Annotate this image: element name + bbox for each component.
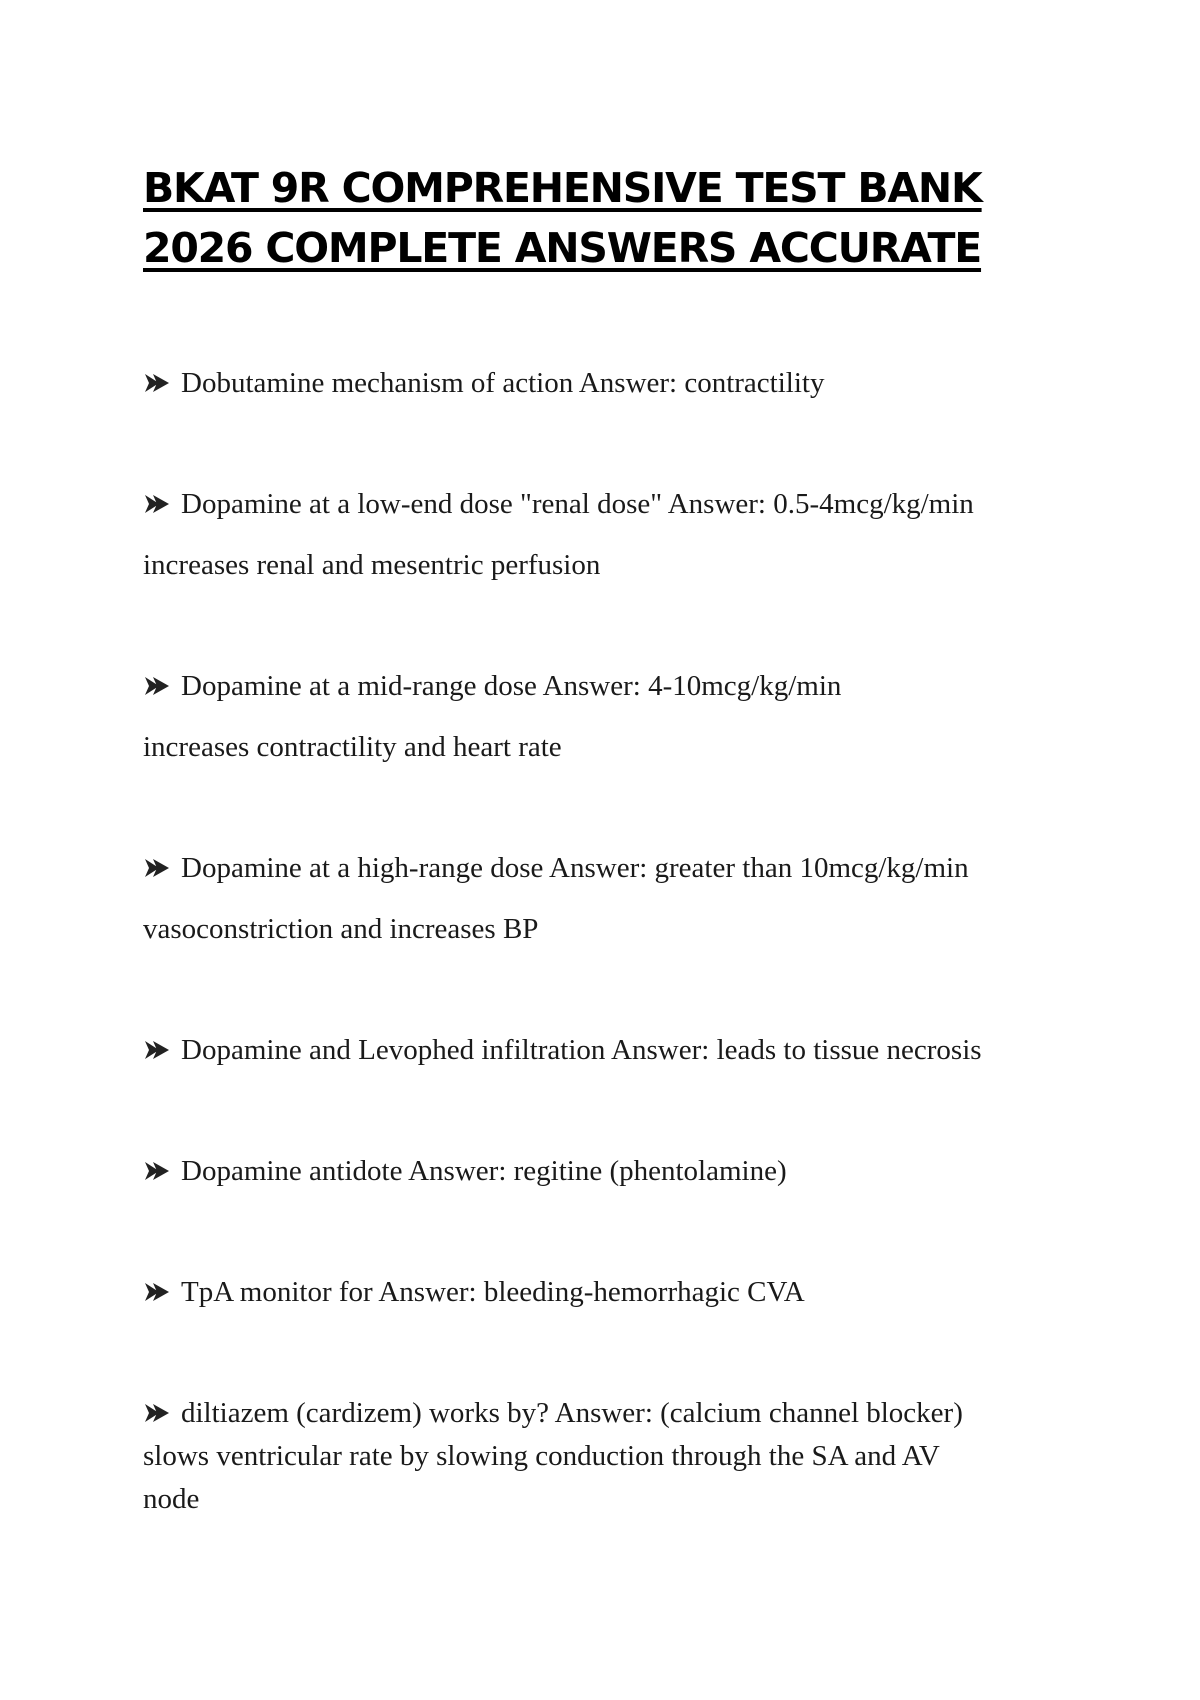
question-text: Dopamine at a low-end dose "renal dose" Answer: 0.5-4mcg/kg/min [181,488,974,520]
qa-item [143,1020,1083,1081]
question-row [143,1020,1083,1081]
answer-detail: increases contractility and heart rate [143,731,562,763]
double-arrow-bullet-icon [143,1160,173,1182]
question-text: Dopamine and Levophed infiltration Answer: leads to tissue necrosis [181,1034,982,1066]
qa-item [143,838,1083,960]
qa-item [143,1392,1083,1521]
question-row [143,353,1083,414]
double-arrow-bullet-icon [143,675,173,697]
question-text: Dopamine antidote Answer: regitine (phentolamine) [181,1155,787,1187]
double-arrow-bullet-icon [143,857,173,879]
title-line: BKAT 9R COMPREHENSIVE TEST BANK [143,164,982,212]
double-arrow-bullet-icon [143,372,173,394]
qa-item [143,474,1083,596]
question-text: TpA monitor for Answer: bleeding-hemorrhagic CVA [181,1276,805,1308]
question-row [143,1141,1083,1202]
qa-item [143,656,1083,778]
question-row [143,656,1083,717]
double-arrow-bullet-icon [143,1402,173,1424]
double-arrow-bullet-icon [143,1039,173,1061]
question-row [143,1392,1083,1435]
question-text: Dobutamine mechanism of action Answer: contractility [181,367,825,399]
qa-item [143,353,1083,414]
question-row [143,1262,1083,1323]
answer-detail: vasoconstriction and increases BP [143,913,539,945]
answer-detail: increases renal and mesentric perfusion [143,549,601,581]
double-arrow-bullet-icon [143,493,173,515]
double-arrow-bullet-icon [143,1281,173,1303]
question-text: diltiazem (cardizem) works by? Answer: (calcium channel blocker) [181,1397,963,1429]
question-text: Dopamine at a high-range dose Answer: greater than 10mcg/kg/min [181,852,969,884]
qa-item [143,1262,1083,1323]
qa-item [143,1141,1083,1202]
title-line: 2026 COMPLETE ANSWERS ACCURATE [143,224,982,272]
document-title [143,158,1103,278]
question-row [143,474,1083,535]
question-text: Dopamine at a mid-range dose Answer: 4-10mcg/kg/min [181,670,842,702]
question-row [143,838,1083,899]
answer-detail: node [143,1483,200,1515]
answer-detail: slows ventricular rate by slowing conduction through the SA and AV [143,1440,940,1472]
